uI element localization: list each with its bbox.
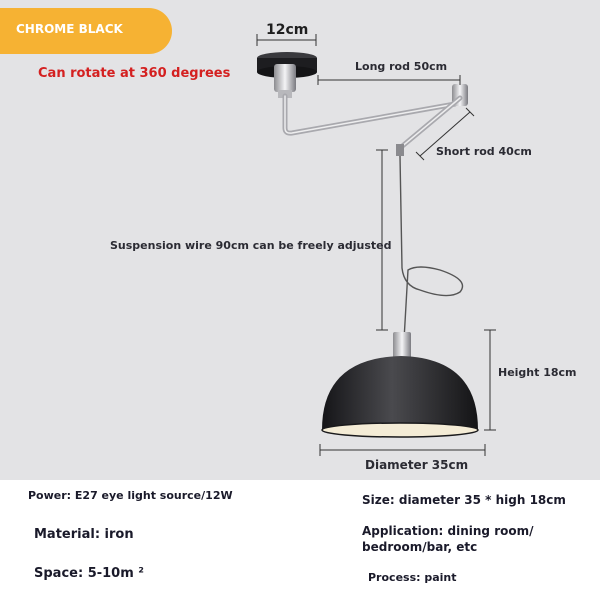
long-rod — [285, 96, 455, 133]
diameter-dimension — [320, 444, 485, 456]
spec-power: Power: E27 eye light source/12W — [28, 489, 233, 502]
spec-space: Space: 5-10m ² — [34, 566, 144, 581]
long-rod-label: Long rod 50cm — [355, 60, 448, 73]
suspension-label: Suspension wire 90cm can be freely adjusted — [110, 239, 392, 252]
canopy-size-label: 12cm — [266, 22, 309, 38]
spec-size: Size: diameter 35 * high 18cm — [362, 493, 566, 507]
diameter-label: Diameter 35cm — [365, 458, 469, 472]
short-rod-label: Short rod 40cm — [436, 145, 532, 158]
ceiling-canopy — [257, 52, 317, 98]
height-dimension — [484, 330, 496, 430]
spec-process: Process: paint — [368, 571, 457, 584]
spec-application-line2: bedroom/bar, etc — [362, 540, 478, 554]
spec-application-line1: Application: dining room/ — [362, 524, 534, 538]
long-rod-dimension — [318, 75, 460, 85]
spec-material: Material: iron — [34, 527, 134, 542]
suspension-wire — [400, 156, 463, 340]
height-label: Height 18cm — [498, 366, 577, 379]
lamp-shade — [322, 332, 478, 437]
rotation-note: Can rotate at 360 degrees — [38, 66, 231, 81]
color-variant-badge: CHROME BLACK — [0, 8, 172, 54]
